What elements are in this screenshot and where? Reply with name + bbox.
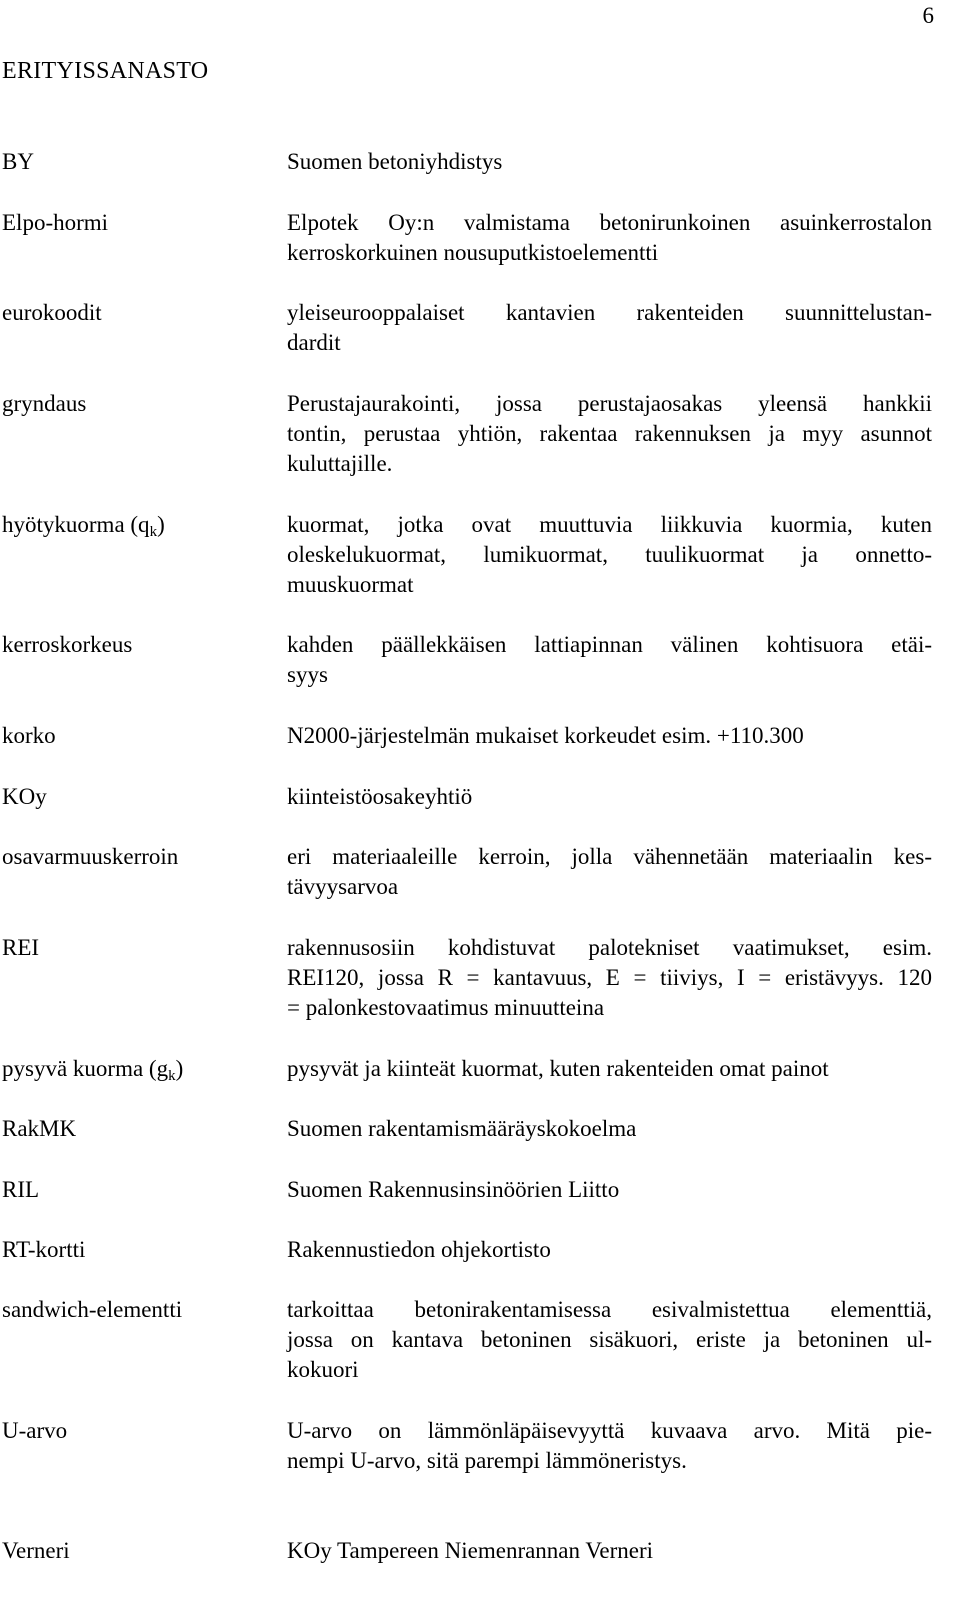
glossary-term: RIL (2, 1177, 40, 1202)
term-text: pysyvä kuorma (g (2, 1056, 169, 1081)
glossary-definition (287, 1235, 932, 1265)
glossary-definition (287, 147, 932, 177)
definition-line: kokuori (287, 1357, 359, 1382)
definition-line: kerroskorkuinen nousuputkistoelementti (287, 240, 659, 265)
glossary-term: korko (2, 723, 56, 748)
glossary-definition (287, 298, 932, 358)
page-title: ERITYISSANASTO (2, 58, 209, 84)
term-text: ) (157, 512, 165, 537)
glossary-term: Verneri (2, 1538, 70, 1563)
definition-line: Elpotek Oy:n valmistama betonirunkoinen asuinkerrostalon (287, 210, 932, 235)
definition-line: rakennusosiin kohdistuvat palotekniset vaatimukset, esim. (287, 935, 932, 960)
glossary-term: gryndaus (2, 391, 87, 416)
definition-line: dardit (287, 330, 341, 355)
definition-line: nempi U-arvo, sitä parempi lämmöneristys. (287, 1448, 687, 1473)
glossary-term: RakMK (2, 1116, 77, 1141)
glossary-definition (287, 1536, 932, 1566)
definition-line: U-arvo on lämmönläpäisevyyttä kuvaava arvo. Mitä pie- (287, 1418, 932, 1443)
definition-line: tävyysarvoa (287, 874, 399, 899)
definition-line: jossa on kantava betoninen sisäkuori, eriste ja betoninen ul- (287, 1327, 932, 1352)
definition-line: KOy Tampereen Niemenrannan Verneri (287, 1538, 654, 1563)
glossary-term: U-arvo (2, 1418, 68, 1443)
term-text: ) (175, 1056, 184, 1081)
glossary-definition (287, 510, 932, 600)
term-subscript: k (149, 524, 158, 540)
glossary-term: eurokoodit (2, 300, 102, 325)
definition-line: syys (287, 662, 328, 687)
glossary-definition (287, 721, 932, 751)
glossary-term (2, 510, 272, 547)
glossary-term: osavarmuuskerroin (2, 844, 179, 869)
glossary-term: RT-kortti (2, 1237, 86, 1262)
definition-line: kuluttajille. (287, 451, 393, 476)
glossary-definition (287, 1054, 932, 1084)
term-subscript: k (168, 1068, 176, 1084)
definition-line: REI120, jossa R = kantavuus, E = tiiviys, I = eristävyys. 120 (287, 965, 932, 990)
definition-line: Perustajaurakointi, jossa perustajaosakas yleensä hankkii (287, 391, 932, 416)
glossary-definition (287, 1295, 932, 1385)
glossary-definition (287, 933, 932, 1023)
definition-line: eri materiaaleille kerroin, jolla vähennetään materiaalin kes- (287, 844, 932, 869)
glossary-definition (287, 842, 932, 902)
definition-line: Suomen Rakennusinsinöörien Liitto (287, 1177, 620, 1202)
definition-line: Rakennustiedon ohjekortisto (287, 1237, 551, 1262)
definition-line: tontin, perustaa yhtiön, rakentaa rakennuksen ja myy asunnot (287, 421, 932, 446)
glossary-definition (287, 1114, 932, 1144)
definition-line: kahden päällekkäisen lattiapinnan välinen kohtisuora etäi- (287, 632, 932, 657)
glossary-definition (287, 1416, 932, 1476)
glossary-definition (287, 389, 932, 479)
glossary-term (2, 1054, 272, 1091)
glossary-term: BY (2, 149, 34, 174)
definition-line: kiinteistöosakeyhtiö (287, 784, 473, 809)
glossary-term: sandwich-elementti (2, 1297, 183, 1322)
glossary-term: kerroskorkeus (2, 632, 133, 657)
glossary-definition (287, 1175, 932, 1205)
definition-line: Suomen betoniyhdistys (287, 149, 503, 174)
glossary-definition (287, 630, 932, 690)
page-number: 6 (922, 3, 934, 28)
definition-line: muuskuormat (287, 572, 414, 597)
definition-line: yleiseurooppalaiset kantavien rakenteiden suunnittelustan- (287, 300, 932, 325)
glossary-definition (287, 208, 932, 268)
glossary-definition (287, 782, 932, 812)
term-text: hyötykuorma (q (2, 512, 150, 537)
glossary-term: Elpo-hormi (2, 210, 109, 235)
definition-line: pysyvät ja kiinteät kuormat, kuten rakenteiden omat painot (287, 1056, 829, 1081)
definition-line: = palonkestovaatimus minuutteina (287, 995, 605, 1020)
definition-line: tarkoittaa betonirakentamisessa esivalmistettua elementtiä, (287, 1297, 932, 1322)
definition-line: Suomen rakentamismääräyskokoelma (287, 1116, 637, 1141)
glossary-term: REI (2, 935, 40, 960)
definition-line: kuormat, jotka ovat muuttuvia liikkuvia kuormia, kuten (287, 512, 932, 537)
definition-line: N2000-järjestelmän mukaiset korkeudet esim. +110.300 (287, 723, 804, 748)
definition-line: oleskelukuormat, lumikuormat, tuulikuormat ja onnetto- (287, 542, 932, 567)
glossary-term: KOy (2, 784, 47, 809)
